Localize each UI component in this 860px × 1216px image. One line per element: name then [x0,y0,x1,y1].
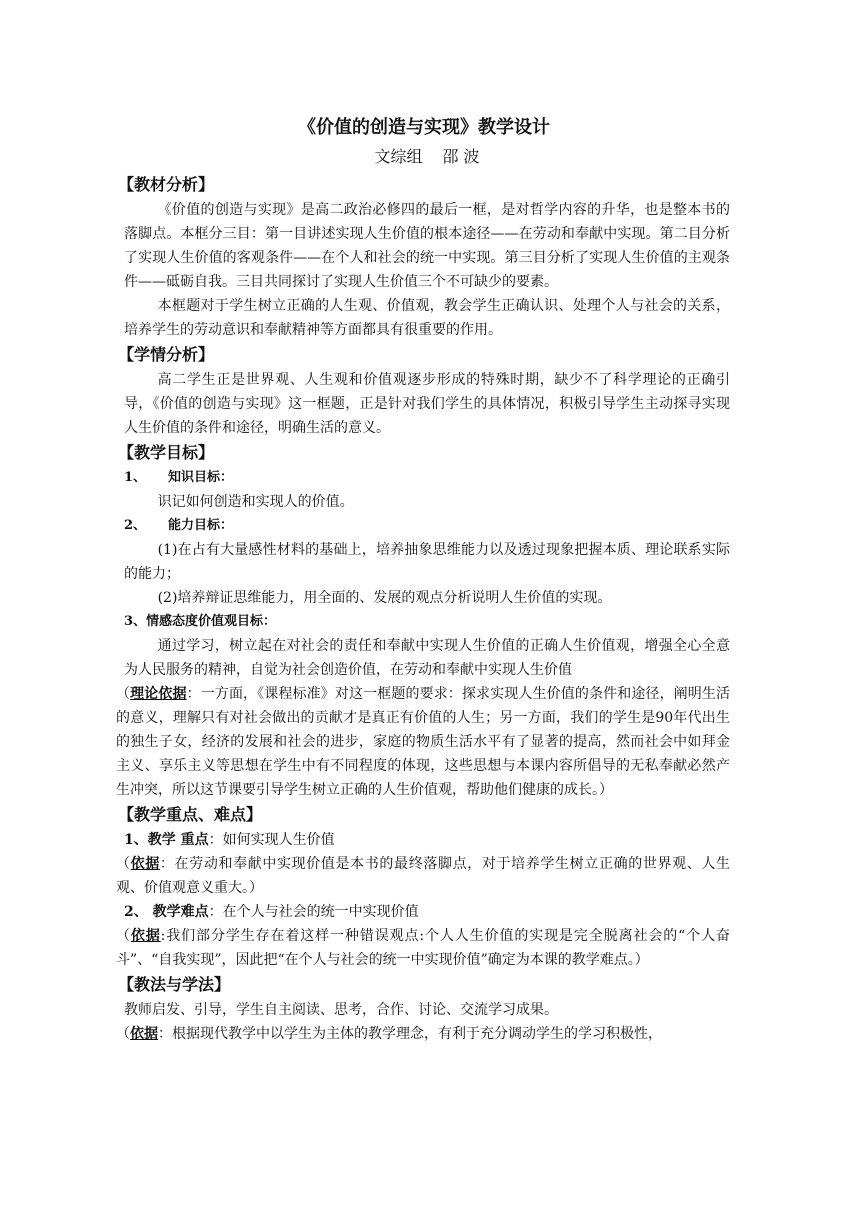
author-name: 邵 波 [442,147,480,166]
key-point-2-basis-label: 依据 [130,928,161,944]
paragraph-student-analysis: 高二学生正是世界观、人生观和价值观逐步形成的特殊时期，缺少不了科学理论的正确引导，《价值的创造与实现》这一框题，正是针对我们学生的具体情况，积极引导学生主动探寻实现人生价值的条件和途径，明确生活的意义。 [124,372,730,436]
key-point-1-basis-label: 依据 [130,856,160,872]
theory-basis-label: 理论依据 [130,686,187,702]
goal-ability-heading [124,514,730,538]
key-point-2-basis-text: :我们部分学生存在着这样一种错误观点:个人人生价值的实现是完全脱离社会的“个人奋斗”、“自我实现”，因此把“在个人与社会的统一中实现价值”确定为本课的教学难点。） [116,928,730,968]
key-point-1-basis-open: （ [116,856,131,872]
methods-basis [116,1022,730,1046]
goal-knowledge-number: 1、 [124,470,147,485]
section-heading-methods: 【教法与学法】 [118,975,231,994]
goal-emotion-heading: 3、情感态度价值观目标： [124,614,277,629]
goal-ability-label: 能力目标： [168,518,234,533]
key-point-1-label: 1、教学 重点 [124,832,209,848]
key-point-2-basis [116,924,730,972]
author-group: 文综组 [374,147,423,166]
paragraph-textbook-analysis-2: 本框题对于学生树立正确的人生观、价值观，教会学生正确认识、处理个人与社会的关系，培养学生的劳动意识和奉献精神等方面都具有很重要的作用。 [124,298,730,338]
theory-basis-text: ：一方面，《课程标准》对这一框题的要求：探求实现人生价值的条件和途径，阐明生活的意义，理解只有对社会做出的贡献才是真正有价值的人生；另一方面，我们的学生是90年代出生的独生子女，经济的发展和社会的进步，家庭的物质生活水平有了显著的提高，然而社会中如拜金主义、享乐主义等思想在学生中有不同程度的体现，这些思想与本课内容所倡导的无私奉献必然产生冲突，所以这节课要引导学生树立正确的人生价值观，帮助他们健康的成长。） [116,686,731,798]
methods-basis-open: （ [116,1026,130,1042]
doc-title: 《价值的创造与实现》教学设计 [298,117,550,138]
document-body [116,114,731,1046]
goal-knowledge-text: 识记如何创造和实现人的价值。 [157,494,354,510]
goal-ability-item-2: (2)培养辩证思维能力，用全面的、发展的观点分析说明人生价值的实现。 [157,590,612,606]
section-heading-textbook-analysis: 【教材分析】 [118,175,215,194]
goal-knowledge-heading [124,466,730,490]
goal-ability-number: 2、 [124,518,147,533]
methods-basis-text: ：根据现代教学中以学生为主体的教学理念，有利于充分调动学生的学习积极性， [158,1026,662,1042]
goal-emotion-text: 通过学习，树立起在对社会的责任和奉献中实现人生价值的正确人生价值观，增强全心全意为人民服务的精神，自觉为社会创造价值，在劳动和奉献中实现人生价值 [124,638,730,678]
section-heading-teaching-goals: 【教学目标】 [118,443,215,462]
key-point-1 [124,828,730,852]
theory-basis-paragraph [116,682,730,802]
goal-knowledge-label: 知识目标： [168,470,234,485]
key-point-1-basis [116,852,730,900]
methods-text: 教师启发、引导，学生自主阅读、思考，合作、讨论、交流学习成果。 [124,1002,558,1018]
key-point-1-text: ：如何实现人生价值 [208,832,335,848]
key-point-1-basis-text: ：在劳动和奉献中实现价值是本书的最终落脚点，对于培养学生树立正确的世界观、人生观、价值观意义重大。） [116,856,731,896]
section-heading-student-analysis: 【学情分析】 [118,345,215,364]
doc-author [124,142,730,172]
methods-basis-label: 依据 [130,1026,158,1042]
section-heading-key-points: 【教学重点、难点】 [118,805,263,824]
key-point-2 [124,900,730,924]
theory-basis-open: （ [116,686,131,702]
goal-ability-item-1: (1)在占有大量感性材料的基础上，培养抽象思维能力以及透过现象把握本质、理论联系实际的能力； [124,542,730,582]
key-point-2-basis-open: （ [116,928,131,944]
key-point-2-text: ：在个人与社会的统一中实现价值 [208,904,419,920]
paragraph-textbook-analysis-1: 《价值的创造与实现》是高二政治必修四的最后一框，是对哲学内容的升华，也是整本书的落脚点。本框分三目：第一目讲述实现人生价值的根本途径——在劳动和奉献中实现。第二目分析了实现人生价值的客观条件——在个人和社会的统一中实现。第三目分析了实现人生价值的主观条件——砥砺自我。三目共同探讨了实现人生价值三个不可缺少的要素。 [124,202,730,290]
key-point-2-label: 2、 教学难点 [124,904,209,920]
